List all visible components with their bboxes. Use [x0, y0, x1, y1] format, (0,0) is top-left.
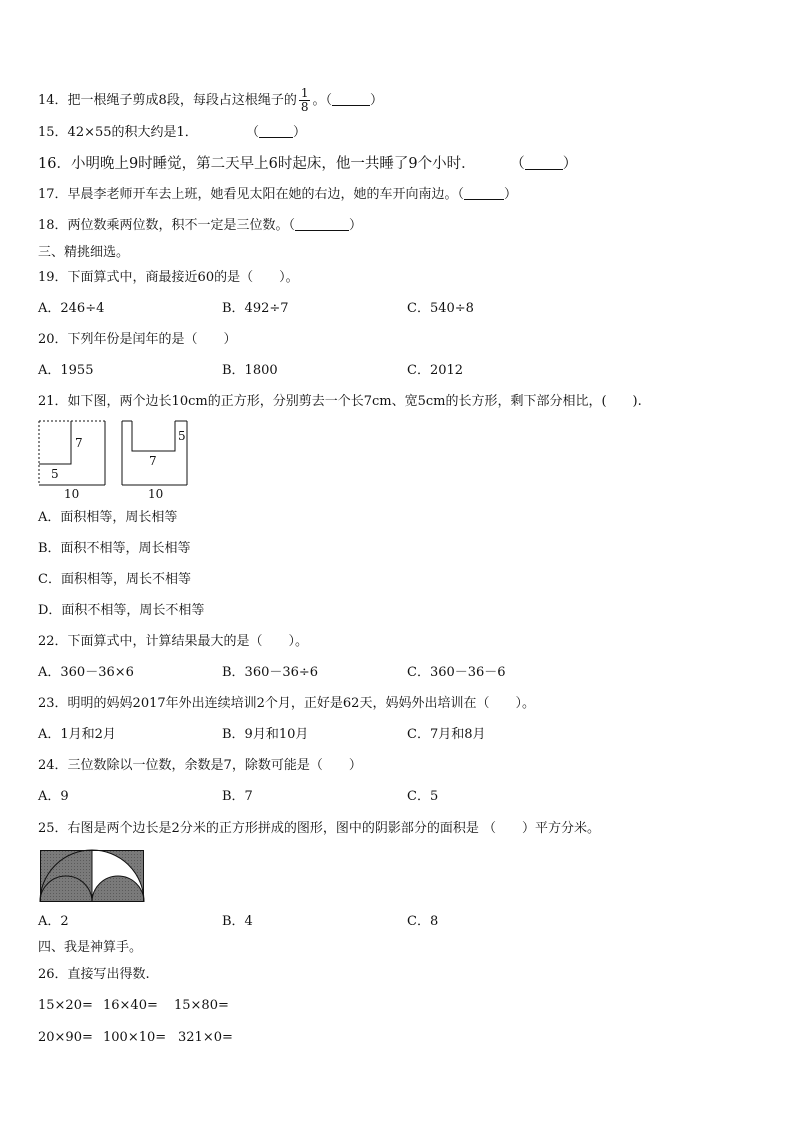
question-25: 25．右图是两个边长是2分米的正方形拼成的图形，图中的阴影部分的面积是 （ ）平方分米。 [38, 821, 600, 836]
q16-text: 16．小明晚上9时睡觉，第二天早上6时起床，他一共睡了9个小时． [38, 156, 476, 172]
q15-open: （ [245, 125, 259, 140]
q18-close: ） [349, 218, 363, 233]
question-24: 24．三位数除以一位数，余数是7，除数可能是（ ） [38, 758, 362, 773]
answer-blank[interactable] [295, 217, 349, 231]
section-4-heading: 四、我是神算手。 [38, 940, 143, 955]
question-26: 26．直接写出得数. [38, 967, 150, 982]
option-b[interactable]: B．4 [222, 914, 253, 929]
option-a[interactable]: A．面积相等，周长相等 [38, 510, 178, 525]
option-b[interactable]: B．492÷7 [222, 301, 289, 316]
option-a[interactable]: A．9 [38, 789, 69, 804]
label-7: 7 [149, 454, 157, 468]
option-b[interactable]: B．面积不相等，周长相等 [38, 541, 191, 556]
cut-line [39, 421, 71, 464]
question-19: 19．下面算式中，商最接近60的是（ ）。 [38, 270, 299, 285]
question-22: 22．下面算式中，计算结果最大的是（ ）。 [38, 634, 309, 649]
option-b[interactable]: B．360－36÷6 [222, 665, 319, 680]
q14-prefix: 14．把一根绳子剪成8段，每段占这根绳子的 [38, 93, 297, 108]
label-5: 5 [51, 467, 59, 481]
option-c[interactable]: C．360－36－6 [407, 665, 506, 680]
q25-figure [40, 850, 144, 902]
option-c[interactable]: C．5 [407, 789, 439, 804]
question-21: 21．如下图，两个边长10cm的正方形，分别剪去一个长7cm、宽5cm的长方形，剩下部分相比，( ). [38, 394, 642, 409]
q16-open: （ [510, 156, 525, 172]
option-c[interactable]: C．2012 [407, 363, 464, 378]
question-14 [38, 87, 383, 114]
section-3-heading: 三、精挑细选。 [38, 245, 130, 260]
option-c[interactable]: C．8 [407, 914, 439, 929]
option-a[interactable]: A．2 [38, 914, 69, 929]
question-23: 23．明明的妈妈2017年外出连续培训2个月，正好是62天，妈妈外出培训在（ ）。 [38, 696, 535, 711]
calc-item: 16×40= [103, 998, 158, 1013]
question-16 [38, 155, 577, 173]
shaded-region [92, 876, 144, 902]
q15-text: 15．42×55的积大约是1． [38, 125, 198, 140]
calc-item: 321×0= [178, 1030, 233, 1045]
option-d[interactable]: D．面积不相等，周长不相等 [38, 603, 205, 618]
fraction-numerator: 1 [300, 86, 309, 100]
option-a[interactable]: A．360－36×6 [38, 665, 134, 680]
calc-item: 20×90= [38, 1030, 93, 1045]
question-17 [38, 186, 517, 204]
label-7: 7 [75, 436, 83, 450]
option-a[interactable]: A．246÷4 [38, 301, 105, 316]
q21-figure [30, 414, 200, 504]
option-b[interactable]: B．1800 [222, 363, 278, 378]
option-b[interactable]: B．7 [222, 789, 253, 804]
fraction-denominator: 8 [300, 100, 309, 114]
calc-item: 100×10= [103, 1030, 167, 1045]
answer-blank[interactable] [332, 92, 370, 106]
calc-item: 15×20= [38, 998, 93, 1013]
q18-text: 18．两位数乘两位数，积不一定是三位数。（ [38, 218, 296, 233]
answer-blank[interactable] [525, 156, 563, 170]
option-c[interactable]: C．7月和8月 [407, 727, 486, 742]
option-a[interactable]: A．1月和2月 [38, 727, 116, 742]
answer-blank[interactable] [259, 124, 293, 138]
q14-close: ） [369, 93, 383, 108]
q15-close: ） [292, 125, 306, 140]
q14-suffix: 。（ [312, 93, 332, 108]
q17-close: ） [504, 187, 518, 202]
q17-text: 17．早晨李老师开车去上班，她看见太阳在她的右边，她的车开向南边。（ [38, 187, 465, 202]
label-10: 10 [148, 487, 164, 501]
option-c[interactable]: C．540÷8 [407, 301, 474, 316]
cut-line [132, 421, 175, 451]
q16-close: ） [562, 156, 578, 172]
option-b[interactable]: B．9月和10月 [222, 727, 309, 742]
question-20: 20．下列年份是闰年的是（ ） [38, 332, 237, 347]
calc-item: 15×80= [174, 998, 229, 1013]
fraction [299, 87, 311, 114]
question-15 [38, 124, 306, 142]
label-5: 5 [178, 429, 186, 443]
label-10: 10 [64, 487, 80, 501]
option-a[interactable]: A．1955 [38, 363, 94, 378]
answer-blank[interactable] [464, 186, 504, 200]
question-18 [38, 217, 362, 235]
option-c[interactable]: C．面积相等，周长不相等 [38, 572, 191, 587]
